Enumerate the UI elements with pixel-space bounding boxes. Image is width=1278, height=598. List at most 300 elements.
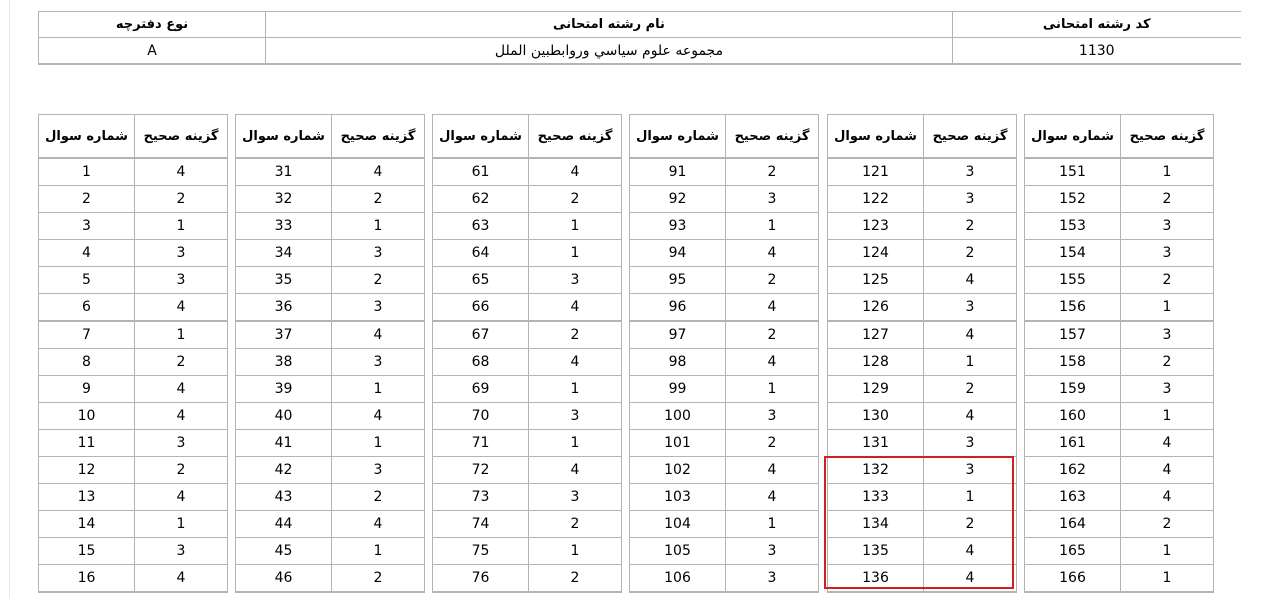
- correct-option-header: گزینه صحیح: [529, 115, 622, 159]
- table-row: [433, 240, 622, 267]
- question-number-cell: 91: [630, 158, 726, 186]
- correct-option-cell: 2: [726, 267, 819, 294]
- table-row: [630, 511, 819, 538]
- correct-option-cell: 3: [1121, 240, 1214, 267]
- correct-option-cell: 3: [726, 186, 819, 213]
- table-row: [433, 349, 622, 376]
- field-name-value: مجموعه علوم سیاسي وروابطبین الملل: [266, 38, 953, 65]
- question-number-cell: 70: [433, 403, 529, 430]
- question-number-cell: 92: [630, 186, 726, 213]
- question-number-cell: 69: [433, 376, 529, 403]
- correct-option-cell: 3: [924, 294, 1017, 322]
- question-number-cell: 75: [433, 538, 529, 565]
- table-row: [39, 376, 228, 403]
- table-row: [828, 349, 1017, 376]
- table-row: [630, 565, 819, 593]
- table-row: [236, 565, 425, 593]
- question-number-cell: 154: [1025, 240, 1121, 267]
- correct-option-cell: 4: [529, 294, 622, 322]
- question-number-header: شماره سوال: [1025, 115, 1121, 159]
- correct-option-cell: 2: [529, 511, 622, 538]
- correct-option-cell: 4: [726, 240, 819, 267]
- question-number-cell: 158: [1025, 349, 1121, 376]
- question-number-cell: 162: [1025, 457, 1121, 484]
- table-row: [236, 240, 425, 267]
- question-number-cell: 1: [39, 158, 135, 186]
- correct-option-cell: 4: [332, 511, 425, 538]
- table-row: [828, 538, 1017, 565]
- table-row: [630, 430, 819, 457]
- page-edge-line: [9, 0, 10, 598]
- question-number-cell: 97: [630, 321, 726, 349]
- table-row: [236, 484, 425, 511]
- question-number-header: شماره سوال: [433, 115, 529, 159]
- question-number-cell: 14: [39, 511, 135, 538]
- correct-option-cell: 3: [332, 457, 425, 484]
- correct-option-cell: 3: [924, 186, 1017, 213]
- question-number-cell: 39: [236, 376, 332, 403]
- table-row: [433, 294, 622, 322]
- question-number-cell: 76: [433, 565, 529, 593]
- correct-option-cell: 1: [332, 213, 425, 240]
- table-row: [1025, 240, 1214, 267]
- field-name-label: نام رشته امتحانی: [266, 12, 953, 38]
- correct-option-cell: 4: [1121, 484, 1214, 511]
- question-number-cell: 127: [828, 321, 924, 349]
- table-row: [828, 484, 1017, 511]
- correct-option-cell: 4: [332, 321, 425, 349]
- correct-option-cell: 4: [1121, 457, 1214, 484]
- correct-option-cell: 1: [924, 349, 1017, 376]
- table-row: [236, 430, 425, 457]
- question-number-cell: 67: [433, 321, 529, 349]
- correct-option-cell: 4: [924, 538, 1017, 565]
- table-row: [828, 565, 1017, 593]
- table-row: [236, 213, 425, 240]
- correct-option-cell: 3: [135, 240, 228, 267]
- correct-option-cell: 2: [529, 565, 622, 593]
- table-row: [1025, 430, 1214, 457]
- correct-option-cell: 4: [924, 565, 1017, 593]
- correct-option-cell: 3: [924, 430, 1017, 457]
- table-row: [236, 376, 425, 403]
- table-row: [828, 213, 1017, 240]
- table-row: [236, 294, 425, 322]
- correct-option-cell: 3: [135, 538, 228, 565]
- correct-option-cell: 4: [726, 349, 819, 376]
- table-row: [630, 484, 819, 511]
- question-number-cell: 63: [433, 213, 529, 240]
- correct-option-cell: 4: [135, 294, 228, 322]
- question-number-cell: 132: [828, 457, 924, 484]
- exam-info-value-row: [39, 38, 1241, 65]
- table-row: [828, 403, 1017, 430]
- question-number-cell: 38: [236, 349, 332, 376]
- correct-option-cell: 1: [1121, 158, 1214, 186]
- table-row: [236, 267, 425, 294]
- question-number-cell: 129: [828, 376, 924, 403]
- question-number-cell: 95: [630, 267, 726, 294]
- correct-option-cell: 3: [332, 294, 425, 322]
- question-number-cell: 136: [828, 565, 924, 593]
- question-number-cell: 73: [433, 484, 529, 511]
- correct-option-cell: 2: [924, 511, 1017, 538]
- question-number-cell: 5: [39, 267, 135, 294]
- exam-info-header-row: [39, 12, 1241, 38]
- answer-table-1: [38, 114, 228, 593]
- correct-option-cell: 2: [529, 186, 622, 213]
- correct-option-cell: 3: [332, 349, 425, 376]
- correct-option-cell: 3: [726, 403, 819, 430]
- table-row: [236, 349, 425, 376]
- answer-table-header-row: [39, 115, 228, 159]
- table-row: [236, 457, 425, 484]
- correct-option-cell: 1: [529, 240, 622, 267]
- question-number-cell: 153: [1025, 213, 1121, 240]
- correct-option-cell: 2: [1121, 349, 1214, 376]
- correct-option-cell: 4: [726, 457, 819, 484]
- question-number-cell: 94: [630, 240, 726, 267]
- question-number-cell: 99: [630, 376, 726, 403]
- question-number-cell: 96: [630, 294, 726, 322]
- correct-option-cell: 2: [726, 430, 819, 457]
- question-number-cell: 122: [828, 186, 924, 213]
- question-number-cell: 155: [1025, 267, 1121, 294]
- table-row: [828, 511, 1017, 538]
- correct-option-cell: 3: [726, 538, 819, 565]
- question-number-cell: 12: [39, 457, 135, 484]
- question-number-cell: 156: [1025, 294, 1121, 322]
- answer-table-header-row: [433, 115, 622, 159]
- table-row: [1025, 538, 1214, 565]
- question-number-cell: 13: [39, 484, 135, 511]
- question-number-cell: 121: [828, 158, 924, 186]
- table-row: [630, 186, 819, 213]
- booklet-type-label: نوع دفترچه: [39, 12, 266, 38]
- correct-option-cell: 3: [529, 403, 622, 430]
- question-number-cell: 61: [433, 158, 529, 186]
- correct-option-cell: 2: [332, 267, 425, 294]
- table-row: [433, 403, 622, 430]
- table-row: [828, 240, 1017, 267]
- correct-option-cell: 1: [726, 511, 819, 538]
- table-row: [630, 158, 819, 186]
- correct-option-cell: 2: [135, 186, 228, 213]
- correct-option-cell: 1: [529, 430, 622, 457]
- question-number-cell: 151: [1025, 158, 1121, 186]
- correct-option-cell: 1: [1121, 294, 1214, 322]
- correct-option-cell: 1: [529, 213, 622, 240]
- question-number-cell: 164: [1025, 511, 1121, 538]
- question-number-cell: 130: [828, 403, 924, 430]
- correct-option-cell: 4: [332, 158, 425, 186]
- table-row: [39, 538, 228, 565]
- table-row: [1025, 403, 1214, 430]
- question-number-header: شماره سوال: [236, 115, 332, 159]
- correct-option-cell: 4: [135, 565, 228, 593]
- correct-option-cell: 2: [1121, 267, 1214, 294]
- correct-option-cell: 4: [726, 294, 819, 322]
- table-row: [630, 457, 819, 484]
- correct-option-cell: 2: [726, 321, 819, 349]
- table-row: [630, 376, 819, 403]
- table-row: [433, 457, 622, 484]
- correct-option-cell: 4: [135, 403, 228, 430]
- question-number-cell: 161: [1025, 430, 1121, 457]
- table-row: [236, 511, 425, 538]
- correct-option-cell: 1: [135, 213, 228, 240]
- question-number-cell: 40: [236, 403, 332, 430]
- answer-table-2: [235, 114, 425, 593]
- correct-option-cell: 2: [924, 240, 1017, 267]
- table-row: [1025, 484, 1214, 511]
- question-number-cell: 100: [630, 403, 726, 430]
- question-number-cell: 68: [433, 349, 529, 376]
- question-number-cell: 165: [1025, 538, 1121, 565]
- correct-option-cell: 2: [332, 484, 425, 511]
- question-number-cell: 8: [39, 349, 135, 376]
- table-row: [433, 158, 622, 186]
- correct-option-cell: 1: [135, 511, 228, 538]
- correct-option-cell: 2: [332, 565, 425, 593]
- table-row: [828, 376, 1017, 403]
- correct-option-cell: 2: [529, 321, 622, 349]
- question-number-cell: 157: [1025, 321, 1121, 349]
- correct-option-cell: 3: [1121, 213, 1214, 240]
- question-number-cell: 16: [39, 565, 135, 593]
- correct-option-cell: 1: [726, 376, 819, 403]
- correct-option-cell: 2: [1121, 511, 1214, 538]
- correct-option-header: گزینه صحیح: [924, 115, 1017, 159]
- correct-option-cell: 4: [135, 376, 228, 403]
- correct-option-cell: 3: [726, 565, 819, 593]
- question-number-cell: 65: [433, 267, 529, 294]
- correct-option-cell: 1: [529, 376, 622, 403]
- table-row: [828, 294, 1017, 322]
- correct-option-cell: 3: [1121, 376, 1214, 403]
- table-row: [1025, 321, 1214, 349]
- exam-info-table: [38, 11, 1241, 65]
- correct-option-cell: 1: [529, 538, 622, 565]
- table-row: [828, 321, 1017, 349]
- table-row: [630, 294, 819, 322]
- question-number-cell: 163: [1025, 484, 1121, 511]
- correct-option-cell: 3: [529, 267, 622, 294]
- correct-option-cell: 1: [332, 538, 425, 565]
- question-number-cell: 126: [828, 294, 924, 322]
- table-row: [433, 213, 622, 240]
- correct-option-cell: 4: [135, 158, 228, 186]
- question-number-cell: 135: [828, 538, 924, 565]
- correct-option-cell: 2: [135, 349, 228, 376]
- table-row: [1025, 158, 1214, 186]
- correct-option-cell: 2: [332, 186, 425, 213]
- question-number-cell: 64: [433, 240, 529, 267]
- correct-option-cell: 2: [924, 376, 1017, 403]
- question-number-cell: 134: [828, 511, 924, 538]
- correct-option-cell: 3: [924, 158, 1017, 186]
- question-number-header: شماره سوال: [630, 115, 726, 159]
- table-row: [39, 457, 228, 484]
- correct-option-cell: 3: [529, 484, 622, 511]
- question-number-cell: 72: [433, 457, 529, 484]
- table-row: [630, 267, 819, 294]
- question-number-cell: 101: [630, 430, 726, 457]
- question-number-cell: 106: [630, 565, 726, 593]
- table-row: [433, 538, 622, 565]
- answer-table-header-row: [1025, 115, 1214, 159]
- table-row: [433, 267, 622, 294]
- question-number-cell: 62: [433, 186, 529, 213]
- correct-option-cell: 4: [924, 321, 1017, 349]
- question-number-cell: 166: [1025, 565, 1121, 593]
- table-row: [39, 403, 228, 430]
- correct-option-cell: 3: [135, 430, 228, 457]
- answer-table-3: [432, 114, 622, 593]
- table-row: [39, 511, 228, 538]
- table-row: [1025, 565, 1214, 593]
- table-row: [1025, 213, 1214, 240]
- correct-option-cell: 3: [135, 267, 228, 294]
- question-number-cell: 74: [433, 511, 529, 538]
- table-row: [828, 158, 1017, 186]
- answer-table-4: [629, 114, 819, 593]
- table-row: [630, 321, 819, 349]
- correct-option-cell: 1: [726, 213, 819, 240]
- answer-table-6: [1024, 114, 1214, 593]
- table-row: [39, 186, 228, 213]
- question-number-cell: 34: [236, 240, 332, 267]
- table-row: [39, 484, 228, 511]
- question-number-cell: 11: [39, 430, 135, 457]
- table-row: [630, 538, 819, 565]
- correct-option-cell: 1: [332, 430, 425, 457]
- table-row: [1025, 349, 1214, 376]
- table-row: [236, 403, 425, 430]
- table-row: [39, 565, 228, 593]
- question-number-header: شماره سوال: [828, 115, 924, 159]
- question-number-cell: 33: [236, 213, 332, 240]
- table-row: [828, 186, 1017, 213]
- table-row: [39, 213, 228, 240]
- table-row: [828, 267, 1017, 294]
- table-row: [1025, 294, 1214, 322]
- question-number-cell: 133: [828, 484, 924, 511]
- table-row: [236, 158, 425, 186]
- question-number-cell: 2: [39, 186, 135, 213]
- question-number-cell: 35: [236, 267, 332, 294]
- table-row: [433, 186, 622, 213]
- correct-option-cell: 1: [332, 376, 425, 403]
- correct-option-cell: 1: [924, 484, 1017, 511]
- correct-option-header: گزینه صحیح: [332, 115, 425, 159]
- table-row: [236, 538, 425, 565]
- table-row: [1025, 511, 1214, 538]
- table-row: [433, 430, 622, 457]
- table-row: [433, 484, 622, 511]
- question-number-cell: 32: [236, 186, 332, 213]
- question-number-cell: 125: [828, 267, 924, 294]
- correct-option-cell: 4: [924, 267, 1017, 294]
- question-number-cell: 31: [236, 158, 332, 186]
- table-row: [39, 158, 228, 186]
- correct-option-header: گزینه صحیح: [135, 115, 228, 159]
- question-number-cell: 160: [1025, 403, 1121, 430]
- correct-option-cell: 3: [1121, 321, 1214, 349]
- correct-option-cell: 1: [1121, 565, 1214, 593]
- question-number-cell: 37: [236, 321, 332, 349]
- field-code-value: 1130: [953, 38, 1241, 65]
- question-number-cell: 3: [39, 213, 135, 240]
- correct-option-header: گزینه صحیح: [1121, 115, 1214, 159]
- question-number-cell: 71: [433, 430, 529, 457]
- answer-table-header-row: [630, 115, 819, 159]
- correct-option-cell: 2: [135, 457, 228, 484]
- question-number-cell: 36: [236, 294, 332, 322]
- correct-option-cell: 4: [924, 403, 1017, 430]
- question-number-cell: 103: [630, 484, 726, 511]
- question-number-cell: 93: [630, 213, 726, 240]
- table-row: [39, 430, 228, 457]
- correct-option-cell: 4: [529, 349, 622, 376]
- answer-table-5: [827, 114, 1017, 593]
- correct-option-cell: 2: [924, 213, 1017, 240]
- table-row: [1025, 376, 1214, 403]
- correct-option-cell: 2: [1121, 186, 1214, 213]
- table-row: [433, 565, 622, 593]
- table-row: [1025, 457, 1214, 484]
- question-number-cell: 105: [630, 538, 726, 565]
- question-number-cell: 124: [828, 240, 924, 267]
- correct-option-cell: 1: [135, 321, 228, 349]
- question-number-cell: 15: [39, 538, 135, 565]
- field-code-label: کد رشته امتحانی: [953, 12, 1241, 38]
- question-number-cell: 44: [236, 511, 332, 538]
- question-number-cell: 6: [39, 294, 135, 322]
- table-row: [1025, 186, 1214, 213]
- table-row: [39, 321, 228, 349]
- table-row: [39, 240, 228, 267]
- table-row: [630, 403, 819, 430]
- table-row: [39, 349, 228, 376]
- question-number-cell: 123: [828, 213, 924, 240]
- correct-option-cell: 4: [529, 457, 622, 484]
- table-row: [39, 294, 228, 322]
- table-row: [236, 186, 425, 213]
- table-row: [433, 511, 622, 538]
- question-number-cell: 98: [630, 349, 726, 376]
- question-number-cell: 41: [236, 430, 332, 457]
- question-number-cell: 102: [630, 457, 726, 484]
- correct-option-cell: 1: [1121, 403, 1214, 430]
- question-number-cell: 43: [236, 484, 332, 511]
- correct-option-cell: 4: [135, 484, 228, 511]
- question-number-cell: 104: [630, 511, 726, 538]
- table-row: [828, 430, 1017, 457]
- question-number-cell: 46: [236, 565, 332, 593]
- table-row: [630, 349, 819, 376]
- correct-option-cell: 3: [332, 240, 425, 267]
- correct-option-cell: 4: [529, 158, 622, 186]
- correct-option-cell: 4: [726, 484, 819, 511]
- booklet-type-value: A: [39, 38, 266, 65]
- table-row: [828, 457, 1017, 484]
- answer-table-header-row: [828, 115, 1017, 159]
- question-number-cell: 42: [236, 457, 332, 484]
- correct-option-cell: 4: [332, 403, 425, 430]
- question-number-cell: 159: [1025, 376, 1121, 403]
- question-number-cell: 131: [828, 430, 924, 457]
